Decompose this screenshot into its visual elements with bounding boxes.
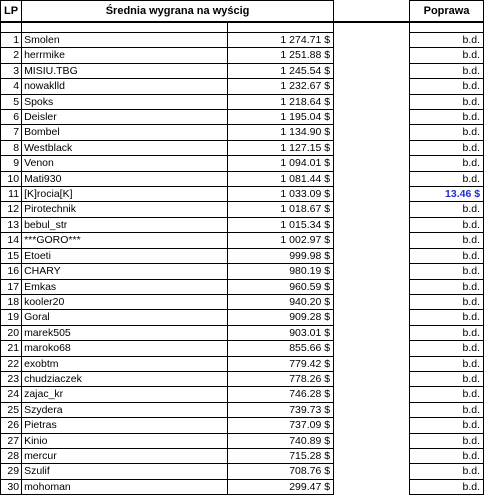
lp-cell[interactable]: 17 (1, 279, 22, 294)
lp-cell[interactable]: 18 (1, 294, 22, 309)
gap-cell (334, 310, 410, 325)
improvement-cell[interactable]: b.d. (410, 48, 484, 63)
average-win-cell[interactable]: 1 018.67 $ (228, 202, 334, 217)
blank-cell[interactable] (1, 22, 22, 33)
table-row (1, 264, 484, 279)
average-win-cell[interactable]: 708.76 $ (228, 464, 334, 479)
blank-cell[interactable] (410, 22, 484, 33)
improvement-cell[interactable]: b.d. (410, 371, 484, 386)
lp-cell[interactable]: 11 (1, 187, 22, 202)
improvement-cell[interactable]: b.d. (410, 341, 484, 356)
gap-cell (334, 279, 410, 294)
lp-cell[interactable]: 24 (1, 387, 22, 402)
lp-cell[interactable]: 10 (1, 171, 22, 186)
gap-cell (334, 418, 410, 433)
table-row (1, 310, 484, 325)
lp-cell[interactable]: 2 (1, 48, 22, 63)
blank-cell[interactable] (22, 22, 228, 33)
gap-cell (334, 294, 410, 309)
gap-cell (334, 79, 410, 94)
player-name-cell[interactable]: herrmike (22, 48, 228, 63)
improvement-cell[interactable]: 13.46 $ (410, 187, 484, 202)
lp-cell[interactable]: 9 (1, 156, 22, 171)
improvement-cell[interactable]: b.d. (410, 94, 484, 109)
gap-cell (334, 94, 410, 109)
improvement-cell[interactable]: b.d. (410, 140, 484, 155)
lp-cell[interactable]: 12 (1, 202, 22, 217)
average-win-cell[interactable]: 1 134.90 $ (228, 125, 334, 140)
player-name-cell[interactable]: Emkas (22, 279, 228, 294)
lp-cell[interactable]: 25 (1, 402, 22, 417)
table-row (1, 187, 484, 202)
improvement-cell[interactable]: b.d. (410, 325, 484, 340)
gap-cell (334, 187, 410, 202)
player-name-cell[interactable]: Spoks (22, 94, 228, 109)
average-win-cell[interactable]: 903.01 $ (228, 325, 334, 340)
gap-cell (334, 448, 410, 463)
player-name-cell[interactable]: maroko68 (22, 341, 228, 356)
table-row (1, 33, 484, 48)
player-name-cell[interactable]: [K]rocia[K] (22, 187, 228, 202)
lp-cell[interactable]: 16 (1, 264, 22, 279)
table-row (1, 233, 484, 248)
lp-cell[interactable]: 1 (1, 33, 22, 48)
player-name-cell[interactable]: MISIU.TBG (22, 63, 228, 78)
player-name-cell[interactable]: Kinio (22, 433, 228, 448)
lp-cell[interactable]: 28 (1, 448, 22, 463)
gap-cell (334, 433, 410, 448)
average-win-cell[interactable]: 746.28 $ (228, 387, 334, 402)
gap-cell (334, 63, 410, 78)
improvement-cell[interactable]: b.d. (410, 310, 484, 325)
average-win-cell[interactable]: 1 195.04 $ (228, 110, 334, 125)
improvement-cell[interactable]: b.d. (410, 110, 484, 125)
player-name-cell[interactable]: Westblack (22, 140, 228, 155)
lp-cell[interactable]: 27 (1, 433, 22, 448)
blank-row (1, 22, 484, 33)
lp-cell[interactable]: 15 (1, 248, 22, 263)
player-name-cell[interactable]: marek505 (22, 325, 228, 340)
player-name-cell[interactable]: zajac_kr (22, 387, 228, 402)
improvement-cell[interactable]: b.d. (410, 171, 484, 186)
header-average[interactable]: Średnia wygrana na wyścig (22, 1, 334, 23)
lp-cell[interactable]: 26 (1, 418, 22, 433)
header-improvement[interactable]: Poprawa (410, 1, 484, 23)
gap-cell (334, 479, 410, 494)
table-row (1, 248, 484, 263)
table-row (1, 171, 484, 186)
table-row (1, 356, 484, 371)
gap-cell (334, 356, 410, 371)
table-row (1, 433, 484, 448)
average-win-cell[interactable]: 1 218.64 $ (228, 94, 334, 109)
player-name-cell[interactable]: chudziaczek (22, 371, 228, 386)
gap-cell (334, 341, 410, 356)
average-win-cell[interactable]: 999.98 $ (228, 248, 334, 263)
gap-cell (334, 125, 410, 140)
average-win-cell[interactable]: 737.09 $ (228, 418, 334, 433)
average-win-cell[interactable]: 980.19 $ (228, 264, 334, 279)
lp-cell[interactable]: 8 (1, 140, 22, 155)
header-lp[interactable]: LP (1, 1, 22, 23)
improvement-cell[interactable]: b.d. (410, 248, 484, 263)
player-name-cell[interactable]: kooler20 (22, 294, 228, 309)
average-win-cell[interactable]: 909.28 $ (228, 310, 334, 325)
average-win-cell[interactable]: 855.66 $ (228, 341, 334, 356)
improvement-cell[interactable]: b.d. (410, 479, 484, 494)
improvement-cell[interactable]: b.d. (410, 264, 484, 279)
average-win-cell[interactable]: 1 274.71 $ (228, 33, 334, 48)
improvement-cell[interactable]: b.d. (410, 356, 484, 371)
table-row (1, 110, 484, 125)
average-win-cell[interactable]: 1 015.34 $ (228, 217, 334, 232)
lp-cell[interactable]: 4 (1, 79, 22, 94)
gap-cell (334, 464, 410, 479)
improvement-cell[interactable]: b.d. (410, 448, 484, 463)
gap-cell (334, 140, 410, 155)
improvement-cell[interactable]: b.d. (410, 202, 484, 217)
lp-cell[interactable]: 7 (1, 125, 22, 140)
average-win-cell[interactable]: 1 002.97 $ (228, 233, 334, 248)
table-row (1, 94, 484, 109)
table-row (1, 387, 484, 402)
average-win-cell[interactable]: 960.59 $ (228, 279, 334, 294)
average-win-cell[interactable]: 1 033.09 $ (228, 187, 334, 202)
gap-cell (334, 48, 410, 63)
player-name-cell[interactable]: Szulif (22, 464, 228, 479)
player-name-cell[interactable]: Venon (22, 156, 228, 171)
table-row (1, 371, 484, 386)
average-win-cell[interactable]: 715.28 $ (228, 448, 334, 463)
lp-cell[interactable]: 20 (1, 325, 22, 340)
improvement-cell[interactable]: b.d. (410, 125, 484, 140)
gap-cell (334, 371, 410, 386)
table-row (1, 140, 484, 155)
header-gap (334, 1, 410, 23)
player-name-cell[interactable]: Goral (22, 310, 228, 325)
table-row (1, 48, 484, 63)
table-row (1, 63, 484, 78)
gap-cell (334, 325, 410, 340)
table-row (1, 202, 484, 217)
improvement-cell[interactable]: b.d. (410, 294, 484, 309)
lp-cell[interactable]: 3 (1, 63, 22, 78)
improvement-cell[interactable]: b.d. (410, 402, 484, 417)
lp-cell[interactable]: 5 (1, 94, 22, 109)
average-win-cell[interactable]: 740.89 $ (228, 433, 334, 448)
gap-cell (334, 202, 410, 217)
gap-cell (334, 156, 410, 171)
table-row (1, 294, 484, 309)
improvement-cell[interactable]: b.d. (410, 387, 484, 402)
player-name-cell[interactable]: ***GORO*** (22, 233, 228, 248)
table-row (1, 341, 484, 356)
gap-cell (334, 110, 410, 125)
lp-cell[interactable]: 6 (1, 110, 22, 125)
improvement-cell[interactable]: b.d. (410, 279, 484, 294)
gap-cell (334, 171, 410, 186)
blank-cell[interactable] (228, 22, 334, 33)
table-row (1, 325, 484, 340)
improvement-cell[interactable]: b.d. (410, 156, 484, 171)
player-name-cell[interactable]: Pirotechnik (22, 202, 228, 217)
improvement-cell[interactable]: b.d. (410, 79, 484, 94)
average-win-cell[interactable]: 1 094.01 $ (228, 156, 334, 171)
player-name-cell[interactable]: Szydera (22, 402, 228, 417)
player-name-cell[interactable]: CHARY (22, 264, 228, 279)
lp-cell[interactable]: 14 (1, 233, 22, 248)
improvement-cell[interactable]: b.d. (410, 63, 484, 78)
table-row (1, 402, 484, 417)
average-win-cell[interactable]: 1 245.54 $ (228, 63, 334, 78)
gap-cell (334, 248, 410, 263)
improvement-cell[interactable]: b.d. (410, 233, 484, 248)
average-win-cell[interactable]: 1 232.67 $ (228, 79, 334, 94)
lp-cell[interactable]: 21 (1, 341, 22, 356)
table-row (1, 464, 484, 479)
table-row (1, 279, 484, 294)
player-name-cell[interactable]: Etoeti (22, 248, 228, 263)
player-name-cell[interactable]: mercur (22, 448, 228, 463)
lp-cell[interactable]: 23 (1, 371, 22, 386)
table-row (1, 448, 484, 463)
improvement-cell[interactable]: b.d. (410, 418, 484, 433)
lp-cell[interactable]: 13 (1, 217, 22, 232)
lp-cell[interactable]: 22 (1, 356, 22, 371)
table-row (1, 217, 484, 232)
improvement-cell[interactable]: b.d. (410, 433, 484, 448)
improvement-cell[interactable]: b.d. (410, 217, 484, 232)
average-win-cell[interactable]: 299.47 $ (228, 479, 334, 494)
average-win-cell[interactable]: 739.73 $ (228, 402, 334, 417)
gap-cell (334, 217, 410, 232)
average-win-cell[interactable]: 1 127.15 $ (228, 140, 334, 155)
table-row (1, 156, 484, 171)
player-name-cell[interactable]: Smolen (22, 33, 228, 48)
table-row (1, 79, 484, 94)
header-row (1, 1, 484, 23)
player-name-cell[interactable]: Deisler (22, 110, 228, 125)
gap-cell (334, 33, 410, 48)
table-row (1, 125, 484, 140)
average-win-cell[interactable]: 779.42 $ (228, 356, 334, 371)
improvement-cell[interactable]: b.d. (410, 33, 484, 48)
average-win-cell[interactable]: 778.26 $ (228, 371, 334, 386)
average-win-cell[interactable]: 1 081.44 $ (228, 171, 334, 186)
average-win-cell[interactable]: 1 251.88 $ (228, 48, 334, 63)
improvement-cell[interactable]: b.d. (410, 464, 484, 479)
player-name-cell[interactable]: mohoman (22, 479, 228, 494)
gap-cell (334, 233, 410, 248)
table-row (1, 479, 484, 494)
gap-cell (334, 402, 410, 417)
player-name-cell[interactable]: exobtm (22, 356, 228, 371)
average-win-cell[interactable]: 940.20 $ (228, 294, 334, 309)
lp-cell[interactable]: 19 (1, 310, 22, 325)
gap-cell (334, 387, 410, 402)
player-name-cell[interactable]: nowaklld (22, 79, 228, 94)
player-name-cell[interactable]: Mati930 (22, 171, 228, 186)
lp-cell[interactable]: 29 (1, 464, 22, 479)
player-name-cell[interactable]: bebul_str (22, 217, 228, 232)
player-name-cell[interactable]: Pietras (22, 418, 228, 433)
blank-gap (334, 22, 410, 33)
player-name-cell[interactable]: Bombel (22, 125, 228, 140)
table-row (1, 418, 484, 433)
gap-cell (334, 264, 410, 279)
lp-cell[interactable]: 30 (1, 479, 22, 494)
